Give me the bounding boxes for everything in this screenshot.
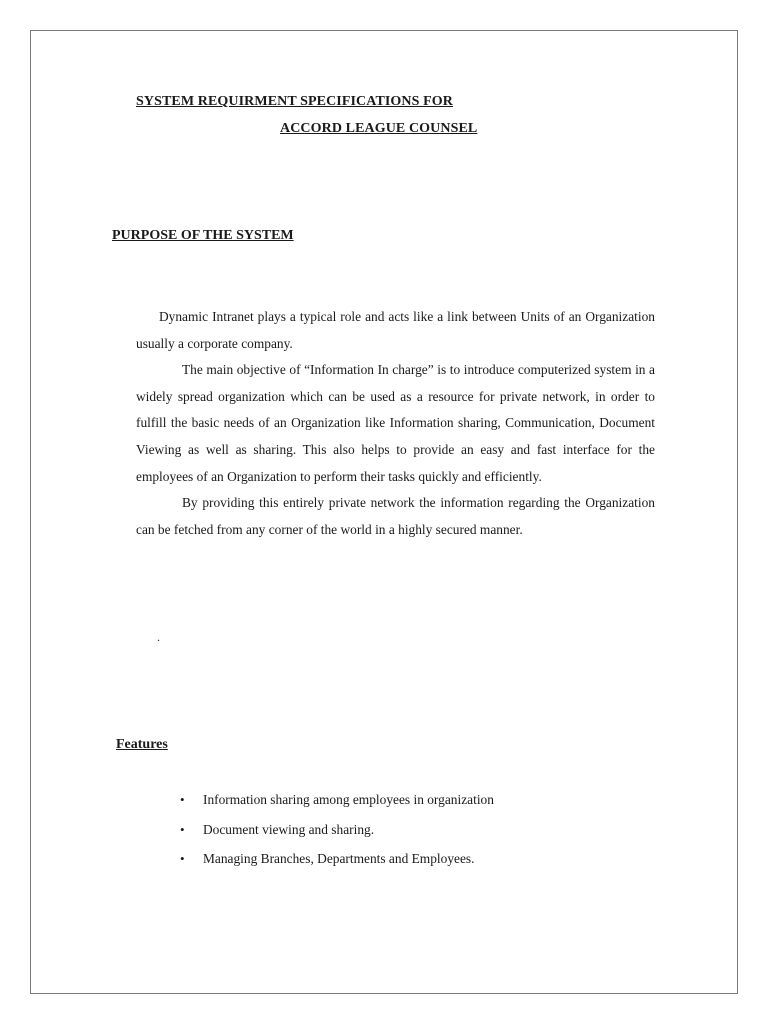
document-title-line-1: SYSTEM REQUIRMENT SPECIFICATIONS FOR [136,94,453,109]
purpose-body [136,304,655,543]
stray-mark: . [157,630,160,644]
list-item [180,846,494,876]
feature-text: Document viewing and sharing. [203,821,375,837]
feature-text: Information sharing among employees in organization [203,792,494,807]
purpose-paragraph-3: By providing this entirely private network the information regarding the Organization can be fetched from any corner of the world in a highly secured manner. [136,495,655,537]
features-list [180,787,494,876]
list-item [180,817,494,847]
purpose-heading: PURPOSE OF THE SYSTEM [112,228,294,243]
features-heading: Features [116,737,168,752]
bullet-icon: • [180,821,185,837]
list-item [180,787,494,817]
purpose-paragraph-1: Dynamic Intranet plays a typical role and acts like a link between Units of an Organization usually a corporate company. [136,309,655,351]
bullet-icon: • [180,851,185,866]
document-title-line-2: ACCORD LEAGUE COUNSEL [280,121,478,136]
purpose-paragraph-2: The main objective of “Information In charge” is to introduce computerized system in a widely spread organization which can be used as a resource for private network, in order to fulfill the basic needs of an Organization like Information sharing, Communication, Document Viewing as well as sharing. This also helps to provide an easy and fast interface for the employees of an Organization to perform their tasks quickly and efficiently. [136,362,655,484]
bullet-icon: • [180,792,185,807]
feature-text: Managing Branches, Departments and Employees. [203,851,475,866]
